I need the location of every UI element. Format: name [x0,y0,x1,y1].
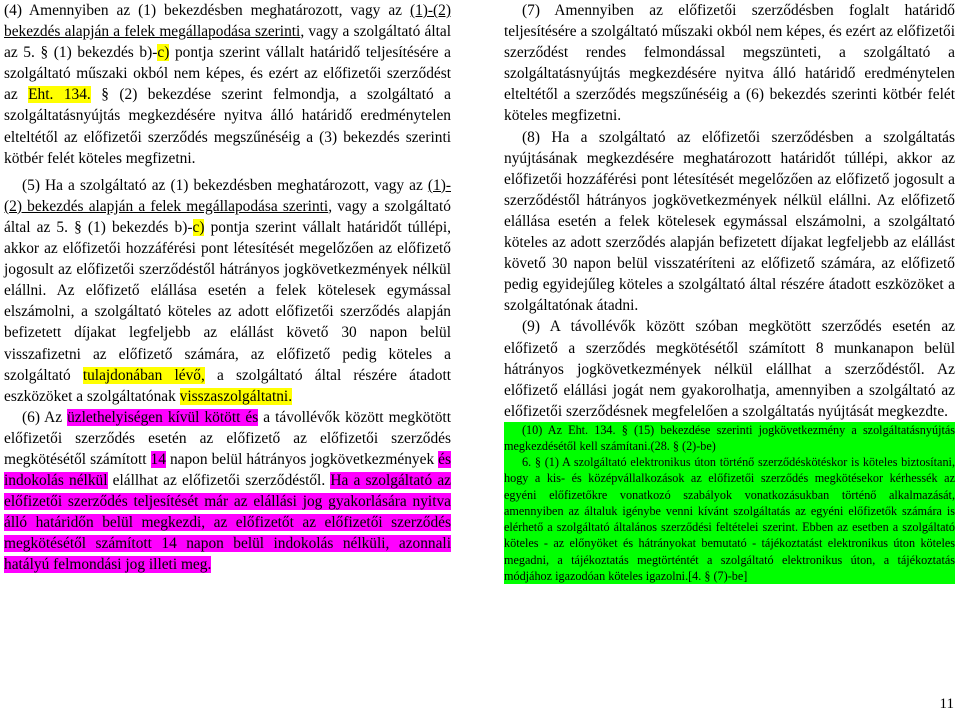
paragraph-8: (8) Ha a szolgáltató az előfizetői szerződésben a szolgáltatás nyújtásának megkezdésére meghatározott határidőt túllépi, akkor az előfizetői hozzáférési pont létesítését megelőzően az előfizető jogosult a szerződéstől hátrányos jogkövetkezmények nélkül elállni. Az előfizető elállása esetén a felek kötelesek egymással elszámolni, a szolgáltató köteles az adott szerződés alapján befizetett díjakat legfeljebb az elállást követő 30 napon belül visszatéríteni az előfizető számára, az előfizető pedig egyidejűleg köteles a szolgáltató által részére átadott eszközöket a szolgáltatónak átadni. [504,128,955,315]
text-run: c) [192,218,205,236]
text-run: pontja szerint vállalt határidőt túllépi, akkor az előfizetői hozzáférési pont létesítését megelőzően az előfizető jogosult az előfizetői szerződéstől hátrányos jogkövetkezmények nélkül elállni. Az előfizető elállása esetén a felek kötelesek egymással elszámolni, a szolgáltató köteles az adott előfizetői szerződés alapján befizetett díjakat legfeljebb az elállást követő 30 napon belül visszafizetni az előfizető számára, az előfizető pedig köteles a szolgáltató [4,218,451,384]
paragraph-4 [4,0,451,169]
text-run: , vagy a szolgáltató által az 5. § (1) bekezdés b)- [4,23,451,62]
text-run: (1)-(2) bekezdés alapján a felek megállapodása szerinti [4,2,451,41]
text-run: c) [157,44,170,62]
text-run: és indokolás nélkül [4,450,451,490]
text-run: Eht. 134. [28,86,91,104]
text-run: visszaszolgáltatni. [179,387,293,405]
text-run: (5) Ha a szolgáltató az (1) bekezdésben meghatározott, vagy az [22,176,428,194]
text-run: napon belül hátrányos jogkövetkezmények [165,450,439,468]
left-column [4,0,451,576]
paragraph-9: (9) A távollévők között szóban megkötött szerződés esetén az előfizető a szerződés megkötésétől számított 8 munkanapon belül hátrányos jogkövetkezmények nélkül elállhat a szerződéstől. Az előfizető elállási jogát nem gyakorolhatja, amennyiben a szolgáltató az előfizetői szerződésnek megfelelően a szolgáltatás nyújtását megkezdte. [504,318,955,420]
text-run: § (2) bekezdése szerint felmondja, a szolgáltató a szolgáltatásnyújtás megkezdésére nyitva álló határidő eredménytelen elteltétől az előfizetői szerződés megszűnéséig a (3) bekezdés szerinti kötbér felét köteles megfizetni. [4,86,451,167]
text-run: , vagy a szolgáltató által az 5. § (1) bekezdés b)- [4,197,451,236]
text-run: 14 [150,450,166,468]
text-run: üzlethelyiségen kívül kötött és [67,408,259,426]
paragraph-5 [4,175,451,407]
paragraph-10: (10) Az Eht. 134. § (15) bekezdése szerinti jogkövetkezmény a szolgáltatásnyújtás megkezdésétől kell számítani.(28. § (2)-be) [504,422,955,454]
text-run: (6) Az [22,408,68,426]
text-run: a távollévők között megkötött előfizetői szerződés esetén az előfizető az előfizetői szerződés megkötésétől számított [4,408,451,468]
text-run: pontja szerint vállalt határidő teljesítésére a szolgáltató műszaki okból nem képes, és ezért az előfizetői szerződést az [4,44,452,104]
text-run: (1)-(2) bekezdés alapján a felek megállapodása szerinti [4,176,451,215]
text-run: a szolgáltató által részére átadott eszközöket a szolgáltatónak [4,366,452,405]
text-run: tulajdonában lévő, [82,366,205,384]
text-run: Ha a szolgáltató az előfizetői szerződés teljesítését már az elállási jog gyakorlására nyitva álló határidőn belül megkezdi, az előfizetőt az előfizetői szerződés megkötésétől számított 14 napon belül indokolás nélküli, azonnali hatályú felmondási jog illeti meg. [4,472,451,574]
section-6-paragraph-1: 6. § (1) A szolgáltató elektronikus úton történő szerződéskötéskor is köteles biztosítani, hogy a kis- és középvállalkozások az előfizetői szerződés megkötésekor kérhessék az egyéni előfizetőkre vonatkozó szabályok vonatkozásukban történő alkalmazását, amennyiben az általuk igénybe venni kívánt szolgáltatás az egyéni előfizetők számára is elérhető a szolgáltató általános szerződési feltételei szerint. Ebben az esetben a szolgáltató köteles - az előnyöket és hátrányokat bemutató - tájékoztatást elektronikus úton köteles megadni, a tájékoztatás megtörténtét a szolgáltató elektronikus úton, a tájékoztatás módjához igazodóan köteles igazolni.[4. § (7)-be] [504,455,955,583]
page-number: 11 [939,696,954,712]
paragraph-6 [4,407,451,576]
right-column [504,0,955,584]
paragraph-7: (7) Amennyiben az előfizetői szerződésben foglalt határidő teljesítésére a szolgáltató műszaki okból nem képes, és ezért az előfizetői szerződést rendes felmondással megszünteti, a szolgáltató a szolgáltatásnyújtás megkezdésére nyitva álló határidő eredménytelen elteltétől a szerződés megszűnéséig a (6) bekezdés szerinti kötbér felét köteles megfizetni. [504,2,955,125]
text-run: elállhat az előfizetői szerződéstől. [107,472,331,490]
text-run: (4) Amennyiben az (1) bekezdésben meghatározott, vagy az [4,2,410,19]
